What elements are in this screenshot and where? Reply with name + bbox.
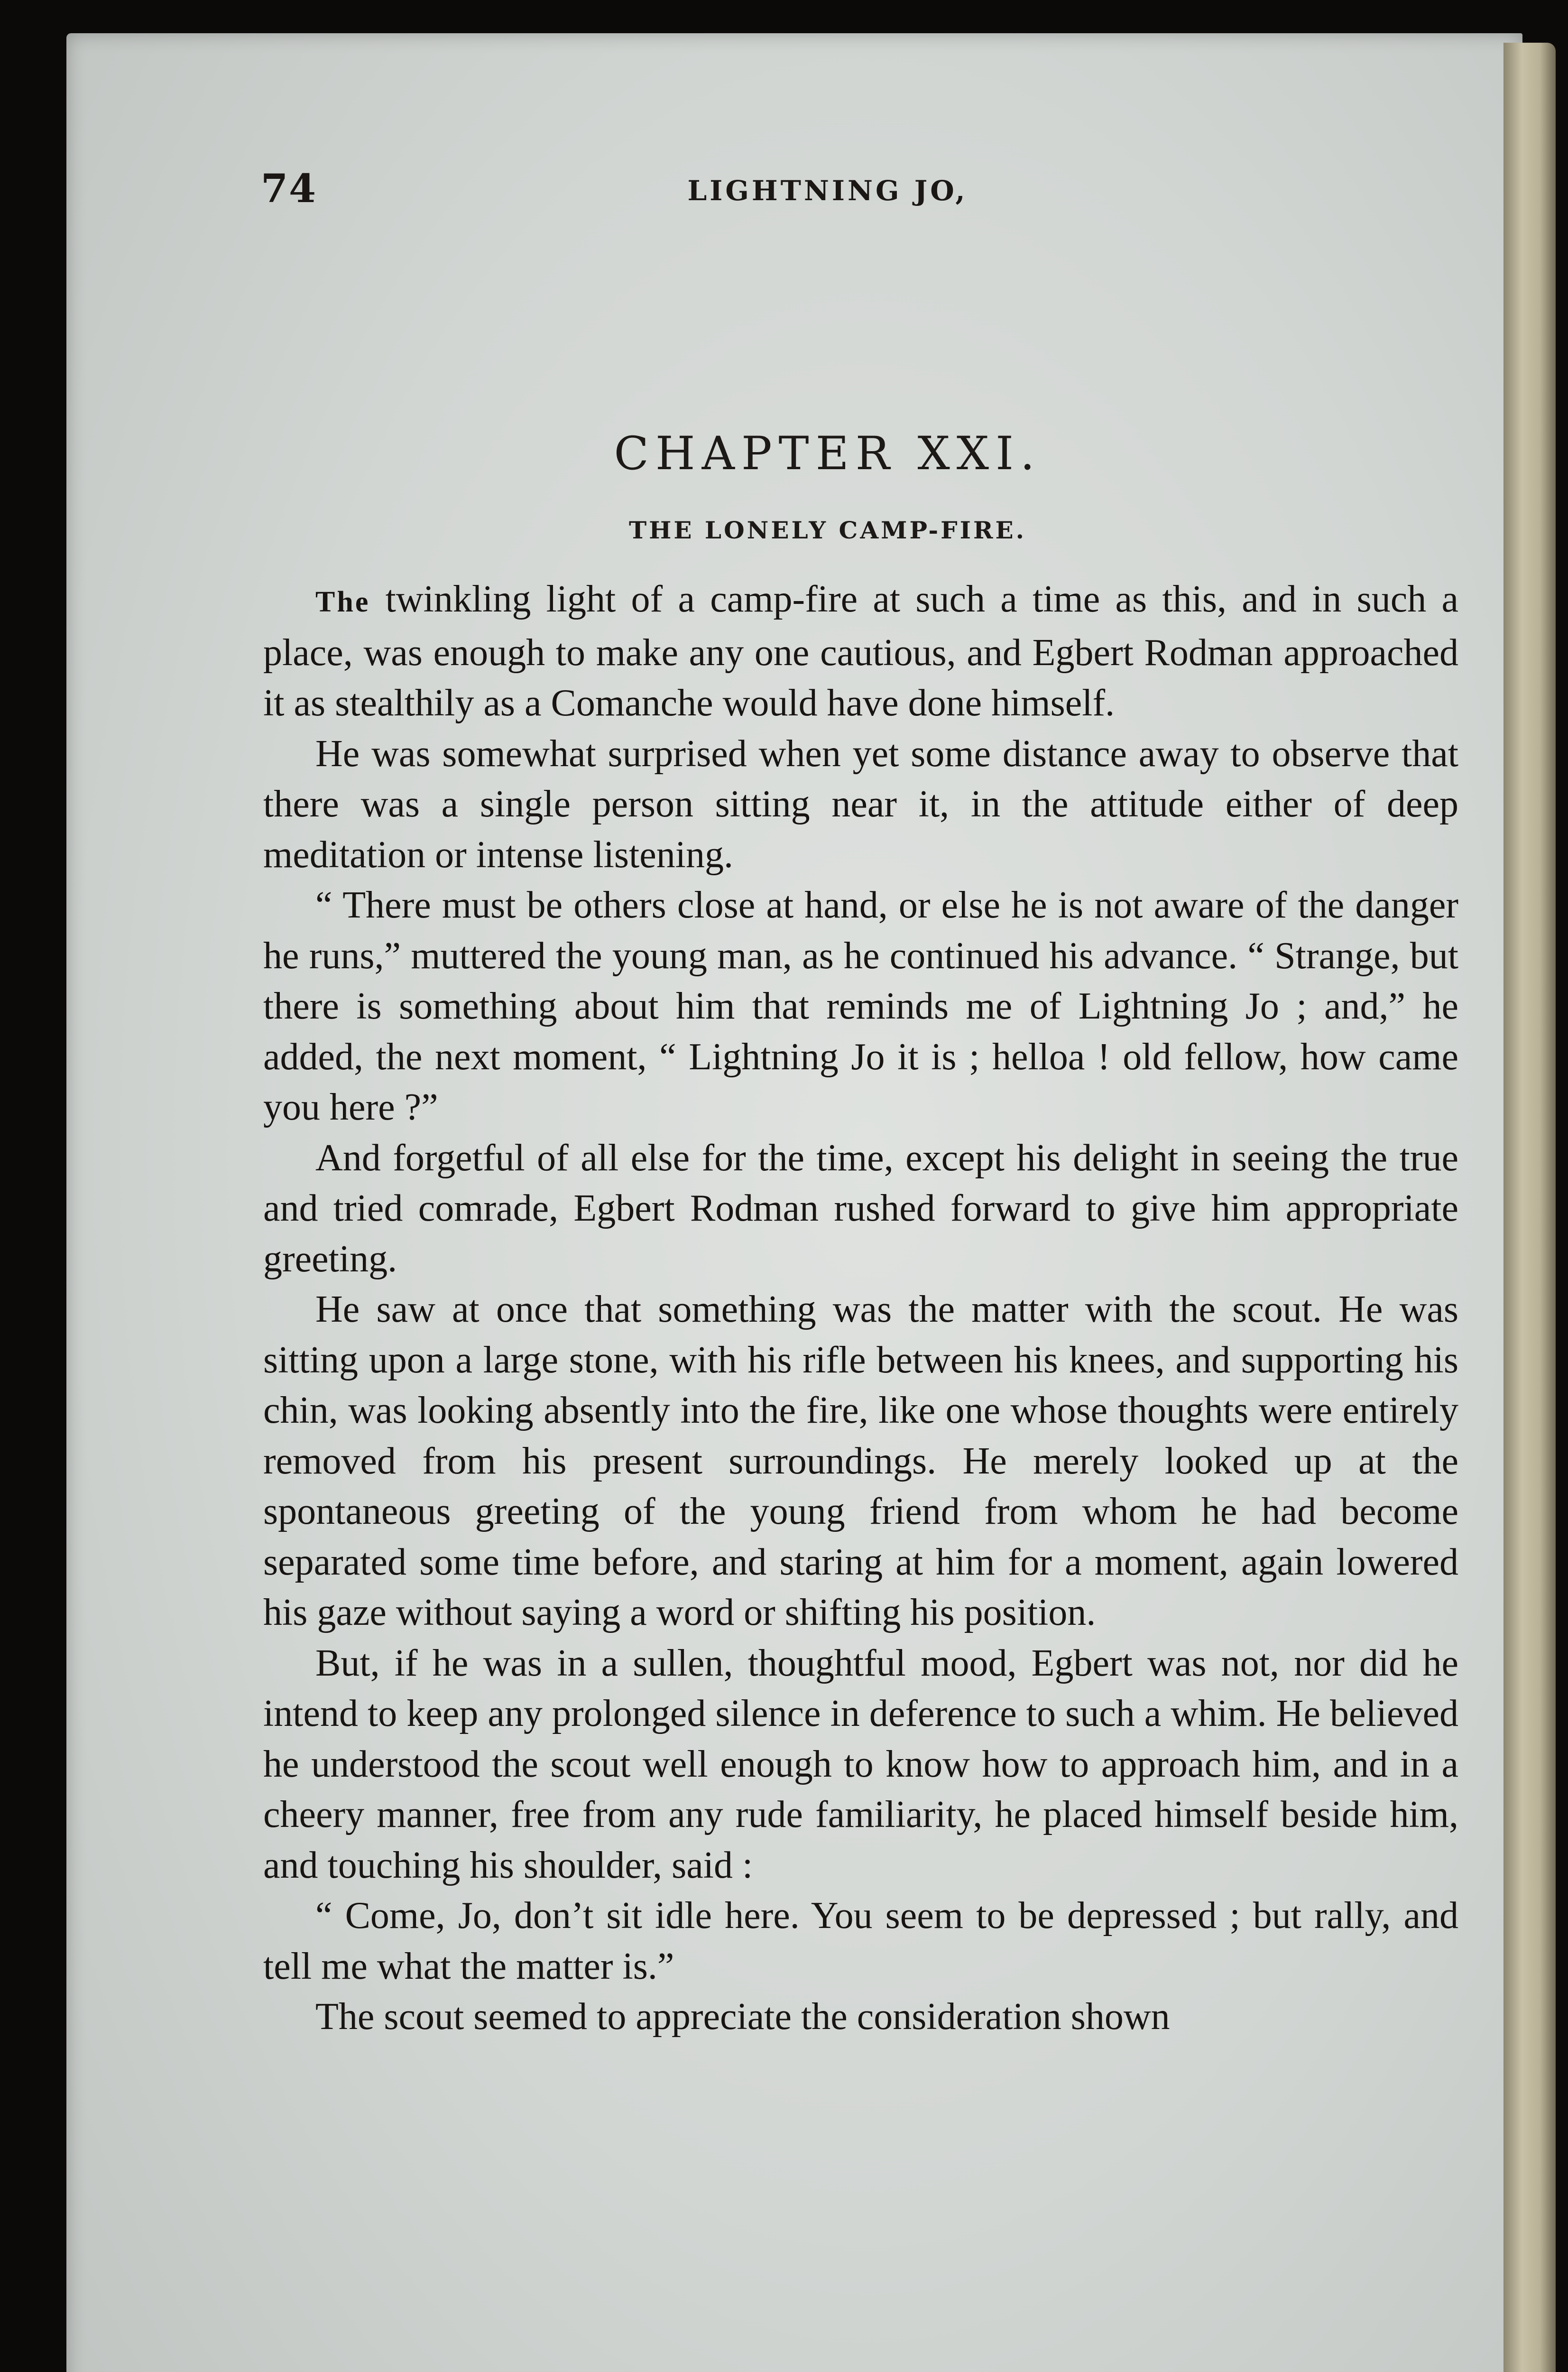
paragraph: The scout seemed to appreciate the consideration shown [315, 1996, 1170, 2038]
paragraph-text: twinkling light of a camp-fire at such a time as this, and in such a place, was enough to make any one cautious, and Egbert Rodman approached it as stealthily as a Comanche would have done himself. [263, 578, 1459, 724]
running-head: LIGHTNING JO, [687, 175, 968, 207]
page-header [194, 166, 1461, 223]
paragraph [263, 574, 1458, 729]
paragraph: But, if he was in a sullen, thoughtful mood, Egbert was not, nor did he intend to keep any prolonged silence in deference to such a whim. He believed he understood the scout well enough to know how to approach him, and in a cheery manner, free from any rude familiarity, he placed himself beside him, and touching his shoulder, said : [263, 1642, 1458, 1886]
paragraph: And forgetful of all else for the time, except his delight in seeing the true and tried comrade, Egbert Rodman rushed forward to give him appropriate greeting. [263, 1137, 1458, 1280]
page-edge [1503, 43, 1556, 2372]
paragraph-lead: The [315, 586, 370, 618]
body-text [263, 574, 1458, 2042]
paragraph: He was somewhat surprised when yet some distance away to observe that there was a single person sitting near it, in the attitude either of deep meditation or intense listening. [263, 732, 1458, 876]
page-number: 74 [261, 166, 317, 212]
chapter-title: CHAPTER XXI. [614, 427, 1042, 480]
chapter-subtitle: THE LONELY CAMP-FIRE. [628, 516, 1027, 544]
paragraph: “ Come, Jo, don’t sit idle here. You seem to be depressed ; but rally, and tell me what the matter is.” [263, 1895, 1458, 1987]
paragraph: He saw at once that something was the matter with the scout. He was sitting upon a large stone, with his rifle between his knees, and supporting his chin, was looking absently into the fire, like one whose thoughts were entirely removed from his present surroundings. He merely looked up at the spontaneous greeting of the young friend from whom he had become separated some time before, and staring at him for a moment, again lowered his gaze without saying a word or shifting his position. [263, 1288, 1458, 1633]
paragraph: “ There must be others close at hand, or else he is not aware of the danger he runs,” muttered the young man, as he continued his advance. “ Strange, but there is something about him that reminds me of Lightning Jo ; and,” he added, the next moment, “ Lightning Jo it is ; helloa ! old fellow, how came you here ?” [263, 884, 1458, 1128]
